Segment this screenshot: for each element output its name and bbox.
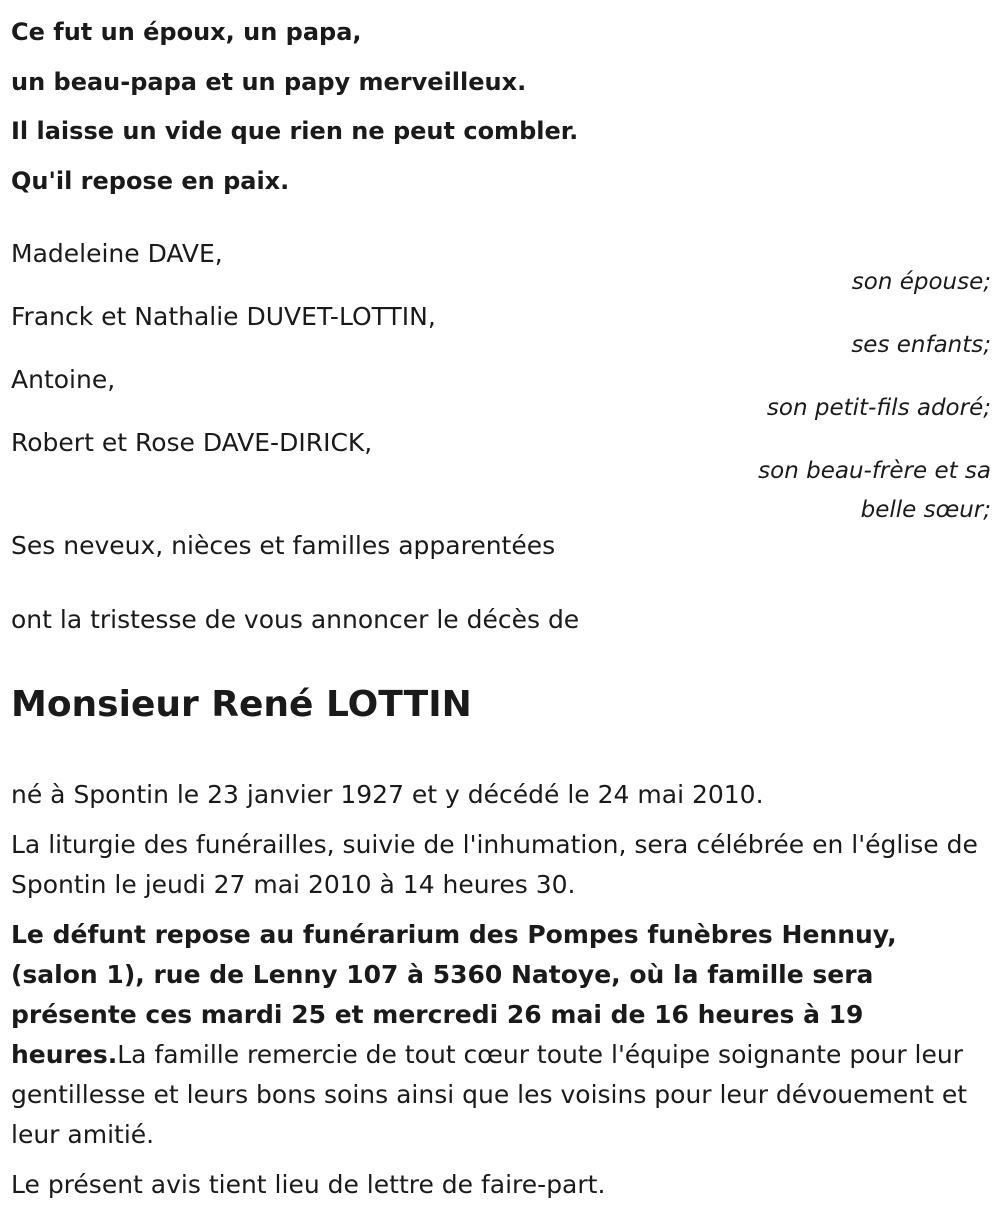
family-member-name: Franck et Nathalie DUVET-LOTTIN, [11,302,436,331]
family-member-role: ses enfants; [851,332,991,358]
relatives-line: Ses neveux, nièces et familles apparentées [11,531,556,560]
announcement: ont la tristesse de vous annoncer le décès de [11,605,580,634]
family-list [11,239,991,559]
deceased-name: Monsieur René LOTTIN [11,684,472,725]
poem-line: un beau-papa et un papy merveilleux. [11,67,527,96]
liturgy-paragraph: La liturgie des funérailles, suivie de l'inhumation, sera célébrée en l'église de Spontin le jeudi 27 mai 2010 à 14 heures 30. [11,830,978,899]
family-member-role: son beau-frère et sa [758,458,991,484]
poem-line: Il laisse un vide que rien ne peut combler. [11,117,579,145]
obituary-body [11,775,991,1215]
family-member-name: Madeleine DAVE, [11,239,223,268]
funerarium-details: Le défunt repose au funérarium des Pompes funèbres Hennuy, (salon 1), rue de Lenny 107 à 5360 Natoye, où la famille sera présente ces mardi 25 et mercredi 26 mai de 16 heures à 19 heures. [11,920,897,1069]
funerarium-paragraph [11,915,991,1155]
family-member-role: belle sœur; [860,497,991,523]
family-member-name: Antoine, [11,365,116,394]
birth-death-line: né à Spontin le 23 janvier 1927 et y décédé le 24 mai 2010. [11,780,764,809]
family-member-role: son épouse; [851,269,991,295]
poem-line: Ce fut un époux, un papa, [11,18,362,46]
obituary-page [11,0,991,1199]
family-member-name: Robert et Rose DAVE-DIRICK, [11,428,373,457]
family-member-role: son petit-fils adoré; [766,395,991,421]
notice-line: Le présent avis tient lieu de lettre de faire-part. [11,1170,606,1199]
thanks-text: La famille remercie de tout cœur toute l'équipe soignante pour leur gentillesse et leurs bons soins ainsi que les voisins pour leur dévouement et leur amitié. [11,1040,968,1149]
poem [11,8,991,206]
poem-line: Qu'il repose en paix. [11,166,290,195]
